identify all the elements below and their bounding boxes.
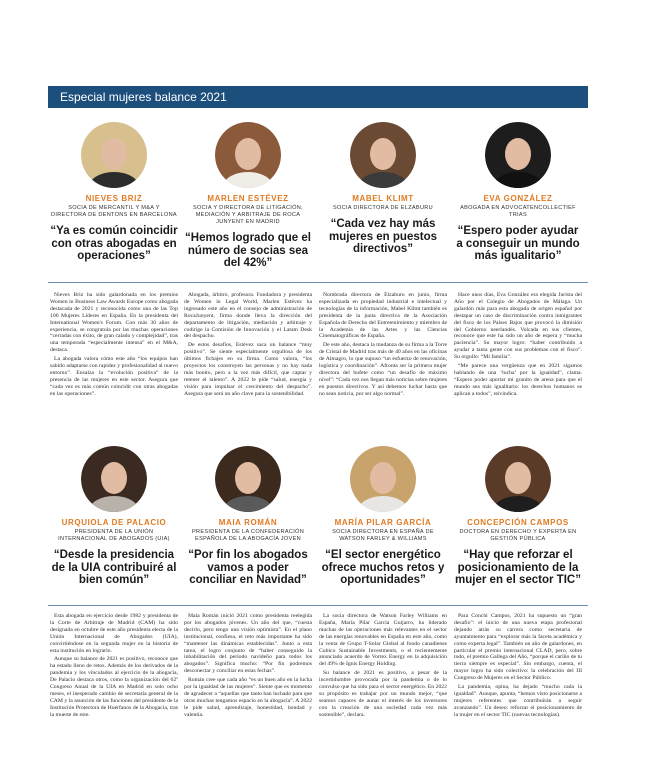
article-body: [454, 292, 582, 400]
article-paragraph: “Me parece una vergüenza que en 2021 sigamos hablando de una ‘lucha’ por la igualdad”, clama. “Espero poder aportar mi granito de arena para que el mundo sea más igualitario: los derechos humanos se aplican a todos”, reivindica.: [454, 363, 582, 397]
divider: [48, 605, 588, 606]
person-role: DOCTORA EN DERECHO Y EXPERTA EN GESTIÓN PÚBLICA: [459, 529, 577, 542]
person-role: ABOGADA EN ADVOCATENCOLLECTIEF TRIAS: [460, 205, 576, 218]
divider: [48, 282, 588, 283]
headline-quote: “Desde la presidencia de la UIA contribuiré al bien común”: [51, 549, 177, 586]
article-body: [184, 292, 312, 400]
article-paragraph: De estos desafíos, Estévez saca un balance “muy positivo”. Se siente especialmente orgullosa de los últimos fichajes en su firma. Como valora, “los proyectos los construyen las personas y no hay nada más bonito, pero a la vez más difícil, que captar y retener el talento”. A 2022 le pide “salud, energía y visión para impulsar el crecimiento del despacho”. Asegura que será un año clave para la sostenibilidad.: [184, 342, 312, 397]
article-body: [50, 292, 178, 400]
person-name: MAIA ROMÁN: [218, 518, 278, 527]
article-paragraph: De este año, destaca la mudanza de su firma a la Torre de Cristal de Madrid tras más de 40 años en las oficinas de Almagro, lo que supuso “un esfuerzo de renovación, logística y coordinación”. Afronta ser la primera mujer directora del bufete como “un desafío de máximo nivel”: “Cada vez nos llegan más noticias sobre mujeres en puestos directivos. Y así debemos luchar hasta que no sean noticia, por ser algo normal”.: [319, 342, 447, 397]
article-paragraph: Román cree que cada año “es un buen año en la lucha por la igualdad de las mujeres”. Siente que es momento de agradecer a “aquellas que tanto han luchado para que otras muchas tengamos espacio en la abogacía”. A 2022 le pide salud, aprendizaje, honestidad, bondad y valentía.: [184, 677, 312, 718]
headline-quote: “Espero poder ayudar a conseguir un mundo más igualitario”: [456, 225, 580, 262]
article-body: [50, 613, 178, 721]
person-name: MABEL KLIMT: [352, 194, 414, 203]
person-name: NIEVES BRIZ: [85, 194, 143, 203]
article-body: [319, 613, 447, 721]
headline-quote: “Cada vez hay más mujeres en puestos directivos”: [328, 218, 437, 255]
person-name: MARLEN ESTÉVEZ: [207, 194, 289, 203]
person-role: SOCIA DE MERCANTIL Y M&A Y DIRECTORA DE DENTONS EN BARCELONA: [51, 205, 177, 218]
article-paragraph: Su balance de 2021 es positivo, a pesar de la incertidumbre provocada por la pandemia o de lo convulso que ha sido para el sector energético. En 2022 su propósito es trabajar por un mundo mejor, “que seamos capaces de aunar el interés de los inversores con la creación de una sociedad cada vez más sostenible”, declara.: [319, 670, 447, 718]
article-paragraph: Abogada, árbitro, profesora. Fundadora y presidenta de Women in Legal World, Marlen Estévez ha ingresado este año en el consejo de administración de RocaJunyent, firma donde lleva la dirección del departamento de litigación, mediación y arbitraje y codirige la Comisión de Innovación y el Latam Desk del despacho.: [184, 292, 312, 340]
person-name: MARÍA PILAR GARCÍA: [334, 518, 432, 527]
section-banner: Especial mujeres balance 2021: [48, 86, 588, 108]
person-role: PRESIDENTA DE LA CONFEDERACIÓN ESPAÑOLA DE LA ABOGACÍA JOVEN: [191, 529, 305, 542]
profile-card: [319, 122, 447, 256]
article-body: [184, 613, 312, 721]
person-name: URQUIOLA DE PALACIO: [61, 518, 167, 527]
article-paragraph: Hace unos días, Eva González era elegida Jurista del Año por el Colegio de Abogados de Málaga. Un galardón más para esta abogada de origen español por destapar un caso de discriminación contra inmigrantes del fisco de los Países Bajos que provocó la dimisión del Gobierno neerlandés. Volcada en sus clientes, reconoce que este ha sido un año de espera y “mucha paciencia”. Su mayor logro: “haber contribuido a ayudar a tanta gente con sus problemas con el fisco”. Su orgullo: “Mi familia”.: [454, 292, 582, 361]
person-role: SOCIA DIRECTORA DE ELZABURU: [332, 205, 433, 211]
article-paragraph: Maia Román inició 2021 como presidenta reelegida por los abogados jóvenes. Un año del que, “cuesta decirlo, pero tengo una visión optimista”. En el plano institucional, confiesa, el reto más importante ha sido “mantener las dinámicas establecidas”. Junto a esta tarea, el logro conjunto de “haber conseguido la inhabilitación del periodo navideño para todos los abogados”. Significa mucho: “Por fin podremos desconectar y conciliar en estas fechas”.: [184, 613, 312, 675]
portrait-photo: [215, 122, 281, 188]
profile-card: [454, 446, 582, 587]
portrait-photo: [350, 122, 416, 188]
headline-quote: “Hemos logrado que el número de socias sea del 42%”: [185, 232, 311, 269]
person-role: PRESIDENTA DE LA UNIÓN INTERNACIONAL DE ABOGADOS (UIA): [58, 529, 170, 542]
article-paragraph: Esta abogada en ejercicio desde 1982 y presidenta de la Corte de Arbitraje de Madrid (CAM) ha sido designada en octubre de este año presidenta electa de la Unión Internacional de Abogados (UIA), convirtiéndose en la segunda mujer en la historia de esta institución en lograrlo.: [50, 613, 178, 654]
headline-quote: “El sector energético ofrece muchos retos y oportunidades”: [321, 549, 445, 586]
profile-card: [50, 446, 178, 587]
person-role: SOCIA Y DIRECTORA DE LITIGACIÓN, MEDIACIÓN Y ARBITRAJE DE ROCA JUNYENT EN MADRID: [192, 205, 303, 225]
article-paragraph: La abogada valora cómo este año “los equipos han sabido adaptarse con rapidez y profesionalidad al nuevo entorno”. Ensalza la “evolución positiva” de la presencia de las mujeres en este sector. Asegura que “cada vez es más común coincidir con otras abogadas en las operaciones”.: [50, 356, 178, 397]
portrait-photo: [485, 446, 551, 512]
profile-card: [454, 122, 582, 263]
headline-quote: “Hay que reforzar el posicionamiento de la mujer en el sector TIC”: [455, 549, 581, 586]
article-paragraph: La pandemia, opina, ha dejado “mucho cada la igualdad”. Aunque, apunta, “hemos visto posicionarse a mujeres referentes que contribuirán a seguir avanzando”. Un deseo: reforzar el posicionamiento de la mujer en el sector TIC (nuevas tecnologías).: [454, 684, 582, 718]
profile-card: [184, 446, 312, 587]
portrait-photo: [485, 122, 551, 188]
headline-quote: “Por fin los abogados vamos a poder conciliar en Navidad”: [188, 549, 308, 586]
profile-card: [319, 446, 447, 587]
person-role: SOCIA DIRECTORA EN ESPAÑA DE WATSON FARLEY & WILLIAMS: [332, 529, 434, 542]
profile-card: [184, 122, 312, 270]
article-paragraph: La socia directora de Watson Farley Williams en España, María Pilar García Guijarro, ha liderado muchas de las operaciones más relevantes en el sector de las energías renovables en España en este año, como la venta de Grupo T-Solar Global al fondo canadiense Cubico Sustainable Investments, o el recientemente anunciado acuerdo de Vortex Energy en la adquisición del 49% de Ignis Energy Holding.: [319, 613, 447, 668]
portrait-photo: [81, 446, 147, 512]
article-paragraph: Para Conchi Campos, 2021 ha supuesto un “gran desafío”: el inicio de una nueva etapa profesional dejando atrás su carrera como secretaria de ayuntamiento para “explorar más la faceta académica y como experta legal”. También un año de galardones, en particular el premio internacional CLAD, pero, sobre todo, el premio Gallega del Año, “porque el cariño de tu tierra siempre es especial”. Sin embargo, cuenta, el mayor logro ha sido colectivo: la celebración del III Congreso de Mujeres en el Sector Público.: [454, 613, 582, 682]
headline-quote: “Ya es común coincidir con otras abogadas en operaciones”: [50, 225, 178, 262]
profile-card: [50, 122, 178, 263]
article-body: [454, 613, 582, 721]
portrait-photo: [215, 446, 281, 512]
person-name: EVA GONZÁLEZ: [483, 194, 553, 203]
portrait-photo: [350, 446, 416, 512]
person-name: CONCEPCIÓN CAMPOS: [467, 518, 569, 527]
article-paragraph: Nombrada directora de Elzaburu en junio, firma especializada en propiedad industrial e intelectual y tecnologías de la información, Mabel Klimt también es presidenta de la junta directiva de la Asociación Española de Derecho del Entretenimiento y miembro de la Academia de las Artes y las Ciencias Cinematográficas de España.: [319, 292, 447, 340]
portrait-photo: [81, 122, 147, 188]
article-paragraph: Nieves Briz ha sido galardonada en los premios Women in Business Law Awards Europe como abogada destacada de 2021 y reconocida como una de las Top 100 Mujeres Líderes en España. En la presidenta del International Women's Forum. Con más 30 años de experiencia, se congratula por las muchas operaciones “cerradas con éxito, de gran calado y complejidad”, tras una temporada “especialmente intensa” en el M&A, destaca.: [50, 292, 178, 354]
article-body: [319, 292, 447, 400]
article-paragraph: Aunque su balance de 2021 es positivo, reconoce que ha estado lleno de retos. Además de los derivados de la pandemia y los vinculados al ejercicio de la abogacía, De Palacio destaca otros, como la organización del 62º Congreso Anual de la UIA en Madrid en solo ocho meses, el inesperado cambio de secretaría general de la CAM y la asunción de las funciones del presidente de la Institución Protectora de Huérfanos de la Abogacía, tras la muerte de este.: [50, 656, 178, 718]
